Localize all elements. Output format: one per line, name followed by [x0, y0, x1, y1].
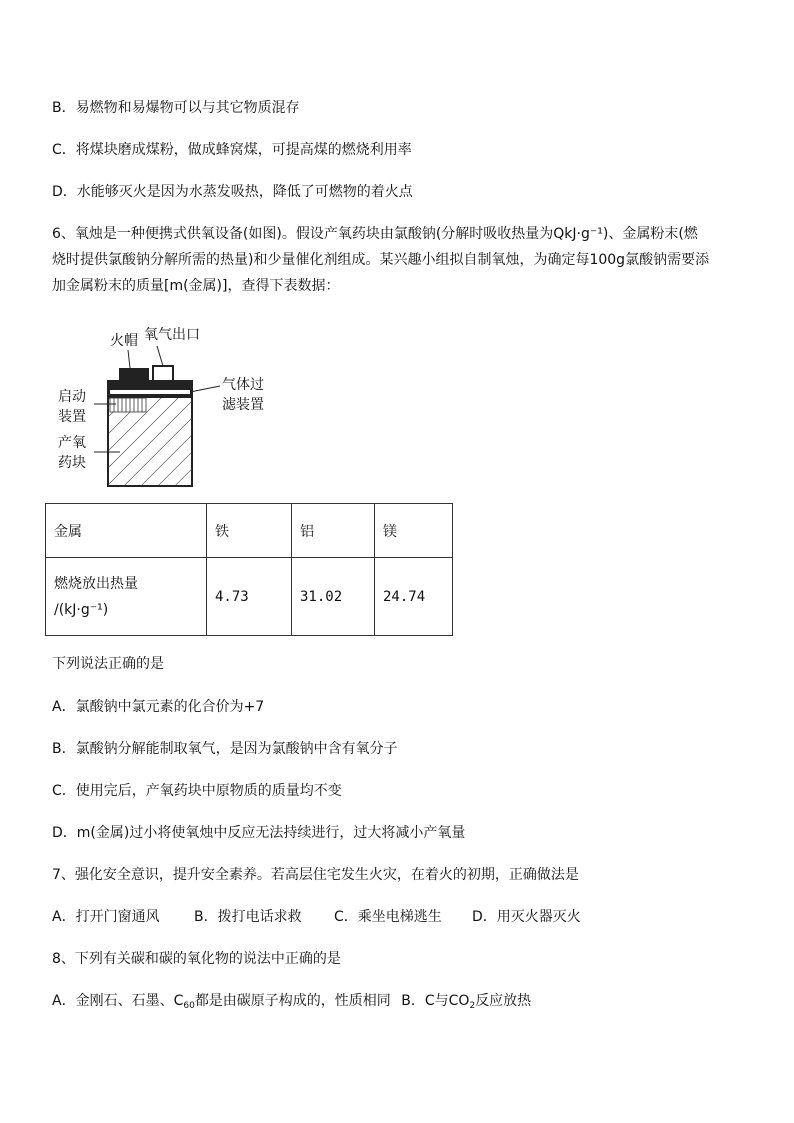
- top-band: [108, 381, 192, 398]
- oxygen-candle-drawing: [52, 320, 312, 495]
- q5-option-d: D．水能够灭火是因为水蒸发吸热，降低了可燃物的着火点: [52, 184, 413, 200]
- table-header-magnesium: 镁: [375, 504, 453, 558]
- label-filter-line2: 滤装置: [222, 397, 264, 413]
- q8-option-b-subscript: 2: [469, 1001, 476, 1011]
- label-starter-line2: 装置: [58, 409, 86, 425]
- label-cap: 火帽: [110, 333, 138, 349]
- q8-option-a-subscript: 60: [183, 1001, 195, 1011]
- q7-options: [52, 907, 581, 927]
- q5-option-c: C．将煤块磨成煤粉，做成蜂窝煤，可提高煤的燃烧利用率: [52, 142, 412, 158]
- q7-option-a: A．打开门窗通风: [52, 909, 160, 925]
- q6-option-d: D．m(金属)过小将使氧烛中反应无法持续进行，过大将减小产氧量: [52, 825, 466, 841]
- q8-option-b: [401, 993, 531, 1009]
- q7-option-d: D．用灭火器灭火: [472, 909, 581, 925]
- q8-option-b-text-end: 反应放热: [475, 993, 532, 1009]
- q6-option-c: C．使用完后，产氧药块中原物质的质量均不变: [52, 783, 342, 799]
- oxygen-outlet: [153, 366, 173, 381]
- q6-stem: [52, 221, 772, 299]
- metal-heat-table: [45, 503, 453, 636]
- table-header-row: [46, 504, 453, 558]
- table-heat-row: [46, 558, 453, 636]
- table-row-label-line2: /(kJ·g⁻¹): [54, 601, 109, 618]
- q6-stem-line2: 烧时提供氯酸钠分解所需的热量)和少量催化剂组成。某兴趣小组拟自制氧烛，为确定每100g氯酸钠需要添: [52, 252, 710, 268]
- table-row-label-line1: 燃烧放出热量: [54, 575, 138, 592]
- cap: [119, 368, 149, 381]
- table-value-magnesium: 24.74: [375, 558, 453, 636]
- table-header-label: 金属: [46, 504, 207, 558]
- oxygen-candle-diagram: [52, 320, 312, 495]
- q6-option-a: A．氯酸钠中氯元素的化合价为+7: [52, 699, 265, 715]
- q5-option-b: B．易燃物和易爆物可以与其它物质混存: [52, 100, 300, 116]
- q6-stem-line3: 加金属粉末的质量[m(金属)]，查得下表数据：: [52, 278, 340, 294]
- starter-device: [110, 398, 146, 412]
- table-value-iron: 4.73: [207, 558, 292, 636]
- table-header-aluminum: 铝: [292, 504, 375, 558]
- q8-stem: 8、下列有关碳和碳的氧化物的说法中正确的是: [52, 951, 341, 967]
- q8-option-a-text-end: 都是由碳原子构成的，性质相同: [194, 993, 391, 1009]
- table-value-aluminum: 31.02: [292, 558, 375, 636]
- q8-option-b-text: B．C与CO: [401, 993, 470, 1009]
- q6-stem-line1: 6、氧烛是一种便携式供氧设备(如图)。假设产氧药块由氯酸钠(分解时吸收热量为QkJ·g⁻¹)、金属粉末(燃: [52, 226, 698, 242]
- q7-option-b: B．拨打电话求救: [194, 909, 302, 925]
- q8-option-a: [52, 993, 391, 1009]
- label-starter-line1: 启动: [58, 389, 86, 405]
- q8-options: [52, 991, 531, 1016]
- label-oxygen-outlet: 氧气出口: [144, 327, 200, 343]
- q8-option-a-text: A．金刚石、石墨、C: [52, 993, 184, 1009]
- q6-prompt: 下列说法正确的是: [52, 656, 164, 672]
- label-block-line1: 产氧: [58, 435, 86, 451]
- table-row-label: [46, 558, 207, 636]
- table-header-iron: 铁: [207, 504, 292, 558]
- q7-option-c: C．乘坐电梯逃生: [334, 909, 442, 925]
- q7-stem: 7、强化安全意识，提升安全素养。若高层住宅发生火灾，在着火的初期，正确做法是: [52, 867, 579, 883]
- label-filter-line1: 气体过: [222, 377, 264, 393]
- q6-option-b: B．氯酸钠分解能制取氧气，是因为氯酸钠中含有氧分子: [52, 741, 398, 757]
- label-block-line2: 药块: [58, 455, 86, 471]
